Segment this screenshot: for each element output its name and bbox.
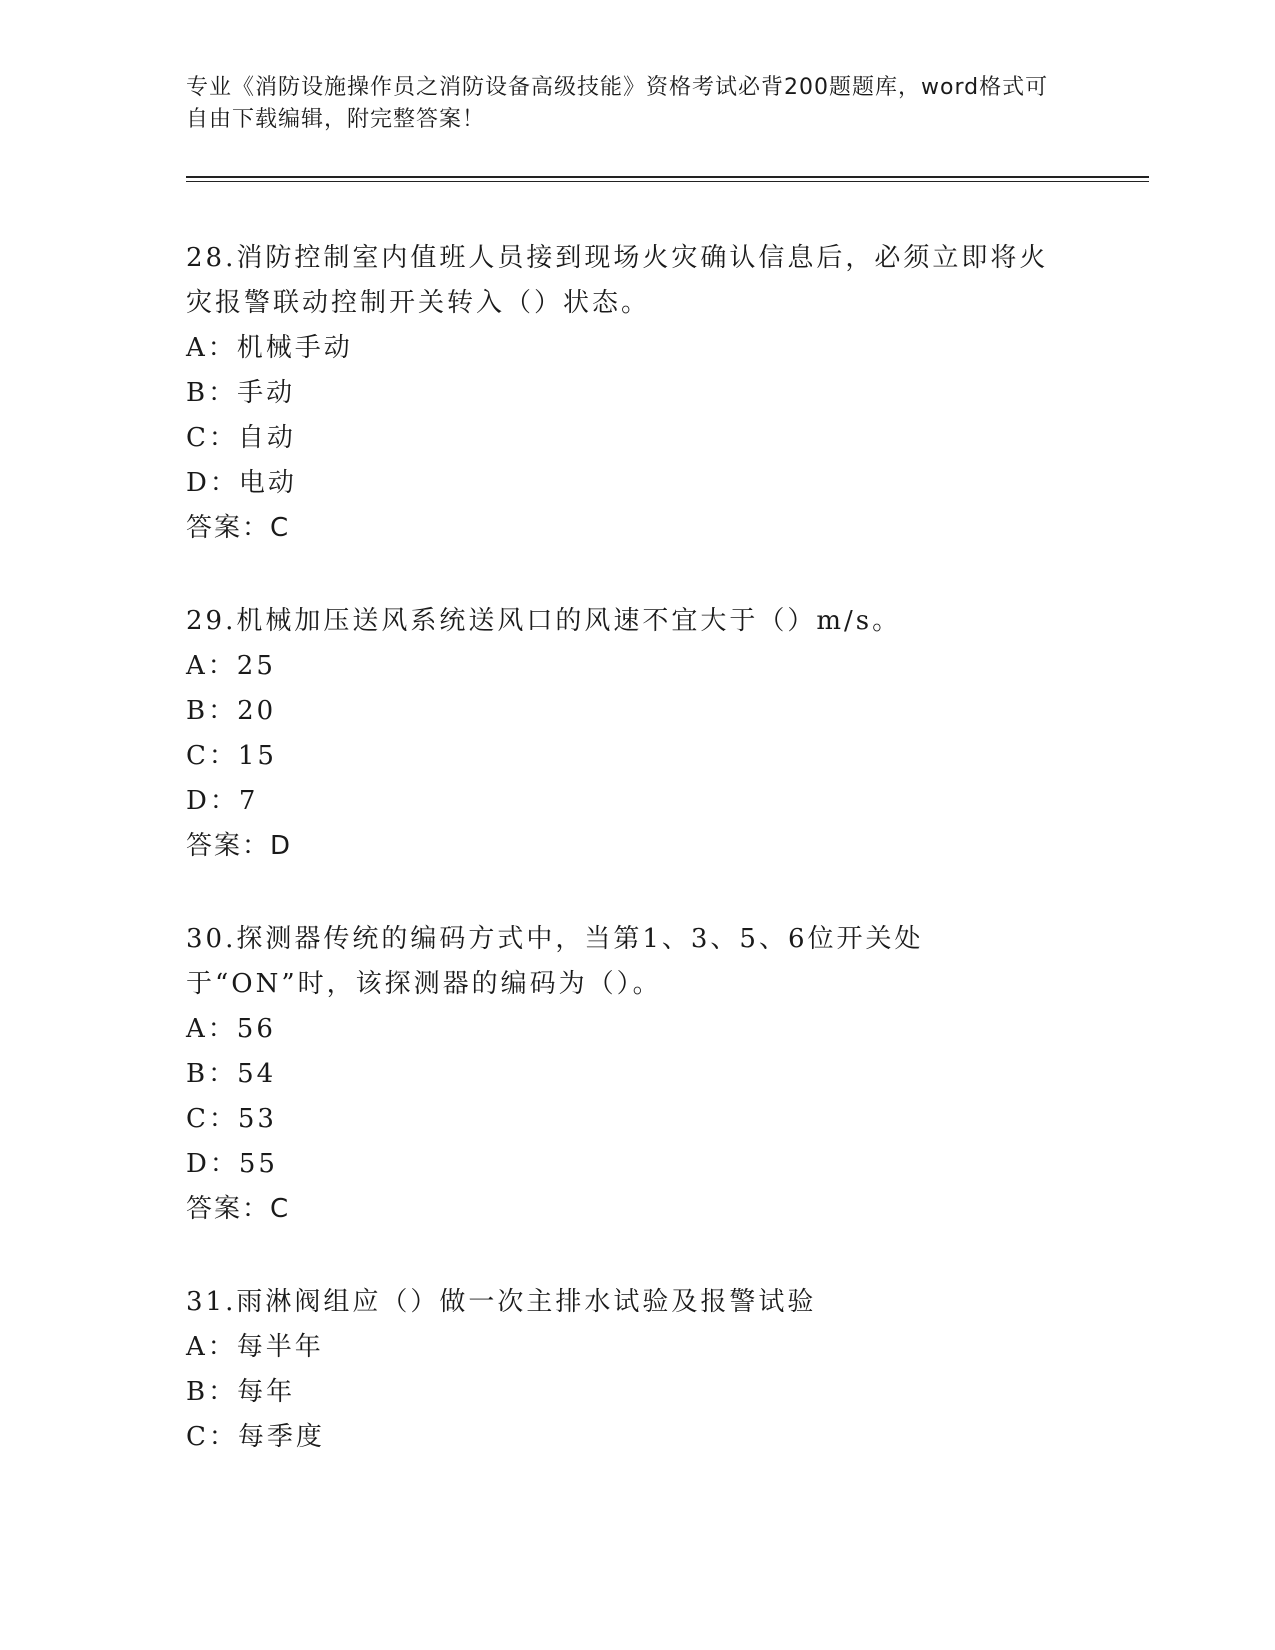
option-a: A：每半年 xyxy=(186,1332,324,1362)
option-b: B：每年 xyxy=(186,1377,296,1407)
option-c: C：53 xyxy=(186,1104,277,1134)
option-d: D：7 xyxy=(186,786,259,816)
document-header: 专业《消防设施操作员之消防设备高级技能》资格考试必背200题题库，word格式可自由下载编辑，附完整答案！ xyxy=(186,75,1049,132)
question-stem: 28.消防控制室内值班人员接到现场火灾确认信息后，必须立即将火灾报警联动控制开关转入（）状态。 xyxy=(186,243,1049,318)
option-c: C：自动 xyxy=(186,423,296,453)
option-b: B：54 xyxy=(186,1059,277,1089)
question-29 xyxy=(186,599,1086,869)
question-stem: 31.雨淋阀组应（）做一次主排水试验及报警试验 xyxy=(186,1287,817,1317)
question-list xyxy=(186,236,1086,1508)
option-c: C：15 xyxy=(186,741,277,771)
question-30 xyxy=(186,917,1086,1232)
option-a: A：56 xyxy=(186,1014,276,1044)
question-stem: 29.机械加压送风系统送风口的风速不宜大于（）m/s。 xyxy=(186,606,902,636)
question-28 xyxy=(186,236,1086,551)
answer-line: 答案：C xyxy=(186,513,291,543)
option-a: A：25 xyxy=(186,651,276,681)
header-divider xyxy=(186,176,1149,178)
question-31 xyxy=(186,1280,1086,1460)
header-divider-thin xyxy=(186,181,1149,182)
answer-line: 答案：D xyxy=(186,831,293,861)
question-stem: 30.探测器传统的编码方式中，当第1、3、5、6位开关处于“ON”时，该探测器的编码为（）。 xyxy=(186,924,924,999)
option-a: A：机械手动 xyxy=(186,333,353,363)
answer-line: 答案：C xyxy=(186,1194,291,1224)
option-d: D：55 xyxy=(186,1149,278,1179)
option-b: B：手动 xyxy=(186,378,296,408)
option-b: B：20 xyxy=(186,696,277,726)
option-d: D：电动 xyxy=(186,468,297,498)
option-c: C：每季度 xyxy=(186,1422,325,1452)
